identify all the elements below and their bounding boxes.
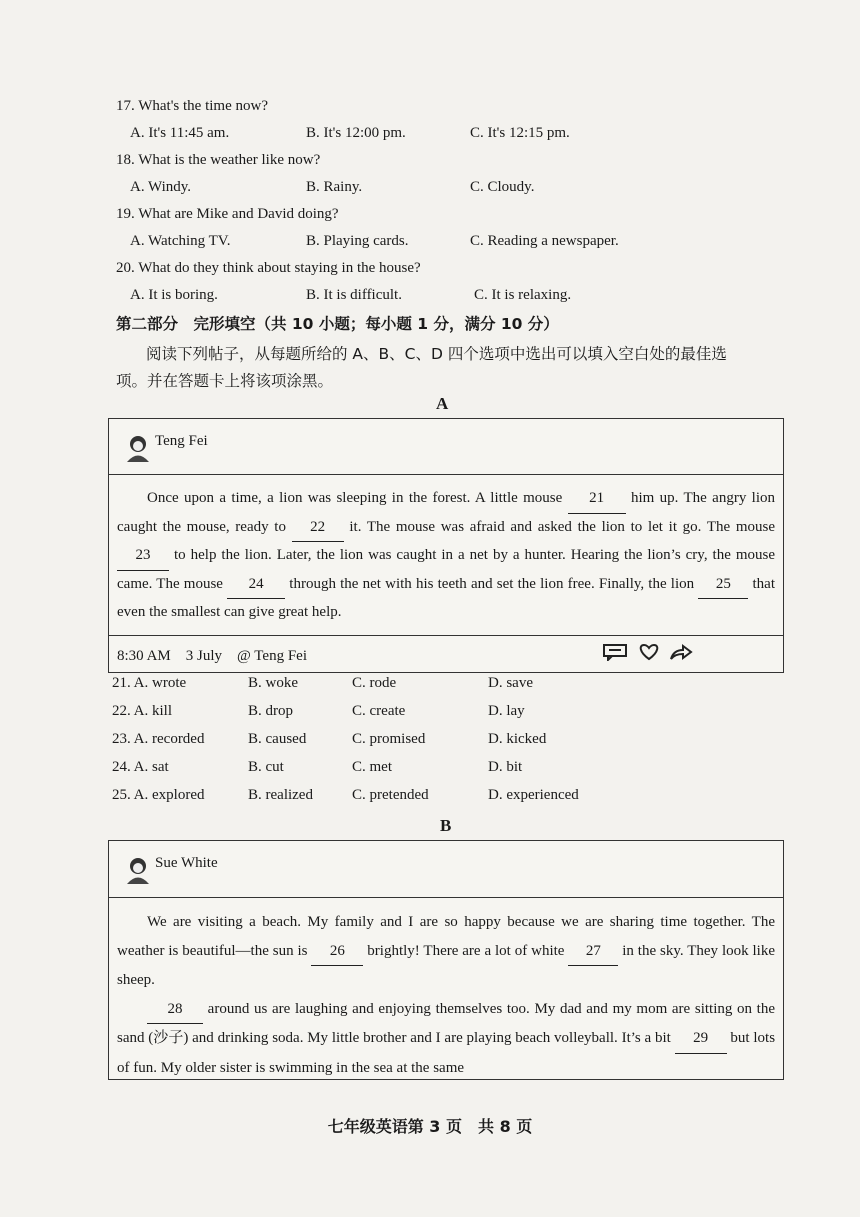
q19-option-a: A. Watching TV.: [130, 233, 231, 249]
option: C. rode: [352, 675, 397, 691]
option: B. realized: [248, 787, 313, 803]
options-row-23: [112, 731, 712, 753]
post-a: [108, 418, 784, 673]
blank-27: 27: [568, 937, 618, 967]
option: B. cut: [248, 759, 284, 775]
option: C. met: [352, 759, 392, 775]
q17-option-b: B. It's 12:00 pm.: [306, 125, 406, 141]
option: C. pretended: [352, 787, 429, 803]
section-instruction-line2: 项。并在答题卡上将该项涂黑。: [116, 372, 334, 390]
passage-a-text: through the net with his teeth and set the lion free. Finally, the lion: [289, 575, 695, 592]
options-row-21: [112, 675, 712, 697]
option: D. bit: [488, 759, 523, 775]
q20-option-a: A. It is boring.: [130, 287, 218, 303]
option: 22. A. kill: [112, 703, 173, 719]
option: D. experienced: [488, 787, 579, 803]
option: C. promised: [352, 731, 426, 747]
passage-b-letter: B: [440, 816, 452, 835]
option: 24. A. sat: [112, 759, 169, 775]
blank-29: 29: [675, 1024, 727, 1054]
post-b-body: [109, 898, 783, 1080]
post-actions: [603, 643, 693, 661]
comment-icon[interactable]: [603, 643, 629, 661]
passage-a-text: that even the smallest can give great help.: [117, 575, 775, 620]
post-b-paragraph-2: [117, 995, 775, 1081]
option: 21. A. wrote: [112, 675, 187, 691]
option: C. create: [352, 703, 406, 719]
q19-option-b: B. Playing cards.: [306, 233, 409, 249]
blank-23: 23: [117, 542, 169, 571]
blank-28: 28: [147, 995, 203, 1025]
q20-option-c: C. It is relaxing.: [474, 287, 572, 303]
passage-b-text: in the sky. They look like sheep.: [117, 942, 775, 988]
post-b-author: Sue White: [155, 855, 218, 871]
q17-option-a: A. It's 11:45 am.: [130, 125, 230, 141]
blank-26: 26: [311, 937, 363, 967]
question-19: 19. What are Mike and David doing?: [116, 206, 339, 222]
options-row-25: [112, 787, 712, 809]
question-17: 17. What's the time now?: [116, 98, 268, 114]
blank-24: 24: [227, 571, 285, 600]
question-18: 18. What is the weather like now?: [116, 152, 321, 168]
passage-b-text: We are visiting a beach. My family and I are so happy because we are sharing time together. The weather is beautiful—the sun is: [117, 914, 775, 959]
options-row-24: [112, 759, 712, 781]
share-icon[interactable]: [669, 643, 693, 661]
section-title: 第二部分 完形填空（共 10 小题；每小题 1 分，满分 10 分）: [116, 315, 559, 333]
option: D. kicked: [488, 731, 547, 747]
passage-a-text: it. The mouse was afraid and asked the lion to let it go. The mouse: [349, 518, 776, 535]
passage-b-text: around us are laughing and enjoying themselves too. My dad and my mom are sitting on the sand (沙子) and drinking soda. My little brother and I are playing beach volleyball. It’s a bit: [117, 1000, 776, 1046]
q18-option-c: C. Cloudy.: [470, 179, 535, 195]
blank-21: 21: [568, 485, 626, 514]
passage-b-text: brightly! There are a lot of white: [367, 942, 565, 959]
post-b: [108, 840, 784, 1080]
blank-25: 25: [698, 571, 748, 600]
heart-icon[interactable]: [637, 643, 661, 661]
option: D. lay: [488, 703, 525, 719]
option: D. save: [488, 675, 533, 691]
section-instruction-line1: 阅读下列帖子，从每题所给的 A、B、C、D 四个选项中选出可以填入空白处的最佳选: [146, 345, 727, 363]
passage-a-text: him up. The angry lion caught the mouse, ready to: [117, 490, 776, 535]
passage-b-text: but lots of fun. My older sister is swimming in the sea at the same: [117, 1030, 776, 1076]
post-a-footer: [109, 635, 783, 672]
post-b-paragraph-1: [117, 908, 775, 995]
option: 23. A. recorded: [112, 731, 205, 747]
passage-a-text: to help the lion. Later, the lion was caught in a net by a hunter. Hearing the lion’s cry, the mouse came. The mouse: [117, 547, 776, 592]
post-a-body: [109, 475, 783, 635]
option: B. woke: [248, 675, 298, 691]
post-a-meta: 8:30 AM 3 July @ Teng Fei: [117, 647, 307, 664]
q20-option-b: B. It is difficult.: [306, 287, 402, 303]
post-a-header: [109, 419, 783, 475]
option: B. drop: [248, 703, 293, 719]
q17-option-c: C. It's 12:15 pm.: [470, 125, 570, 141]
avatar-icon: [123, 433, 153, 463]
q19-option-c: C. Reading a newspaper.: [470, 233, 619, 249]
passage-a-text: Once upon a time, a lion was sleeping in the forest. A little mouse: [147, 490, 563, 506]
q18-option-b: B. Rainy.: [306, 179, 363, 195]
option: 25. A. explored: [112, 787, 205, 803]
option: B. caused: [248, 731, 307, 747]
passage-a-letter: A: [436, 394, 449, 413]
avatar-icon: [123, 855, 153, 885]
page-footer: 七年级英语第 3 页 共 8 页: [327, 1117, 533, 1136]
question-20: 20. What do they think about staying in the house?: [116, 260, 421, 276]
post-b-header: [109, 841, 783, 898]
blank-22: 22: [292, 514, 344, 543]
q18-option-a: A. Windy.: [130, 179, 192, 195]
options-row-22: [112, 703, 712, 725]
post-a-author: Teng Fei: [155, 433, 208, 449]
